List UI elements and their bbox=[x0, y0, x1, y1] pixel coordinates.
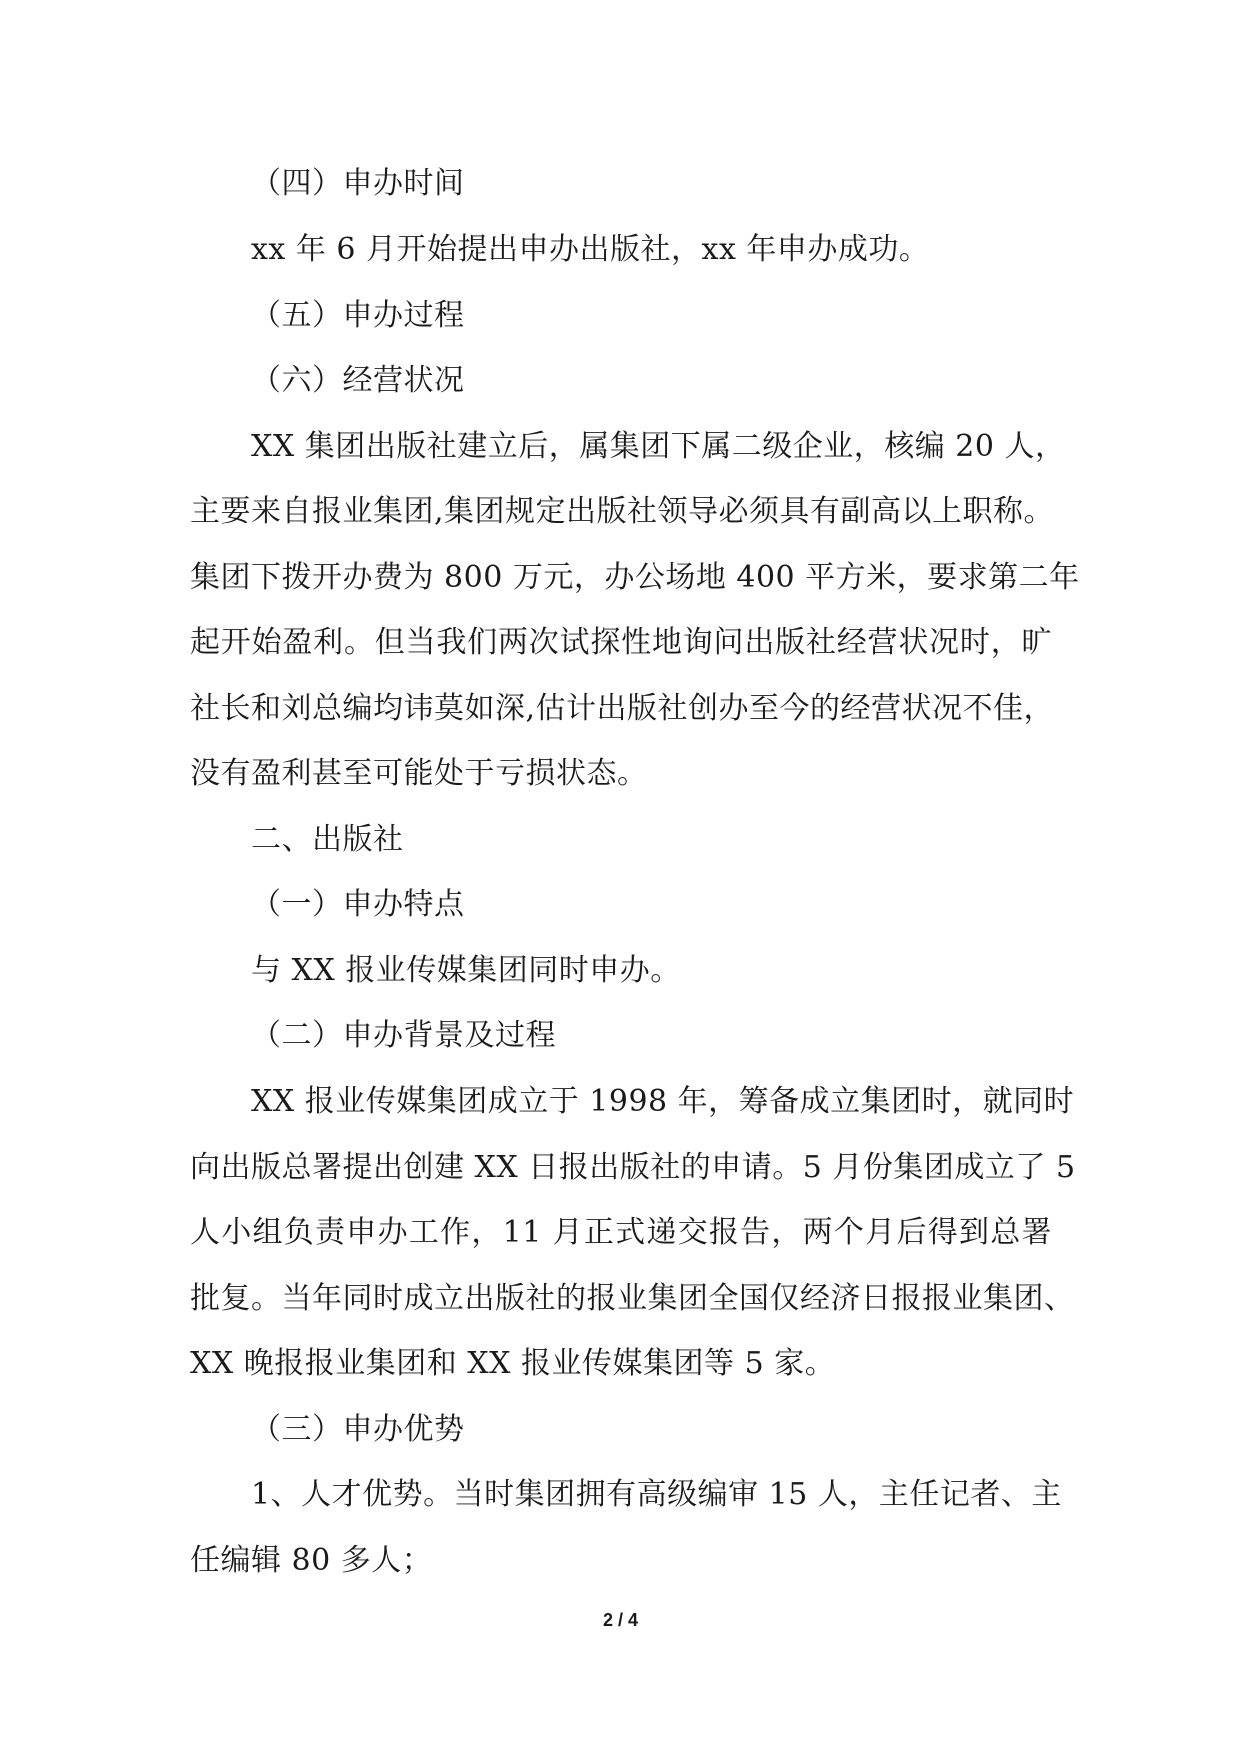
paragraph-line: 集团下拨开办费为 800 万元，办公场地 400 平方米，要求第二年 bbox=[190, 560, 1080, 595]
subheading-application-features: （一）申办特点 bbox=[251, 887, 465, 922]
page-number: 2 / 4 bbox=[602, 1610, 639, 1630]
paragraph-line: 向出版总署提出创建 XX 日报出版社的申请。5 月份集团成立了 5 bbox=[190, 1150, 1076, 1185]
paragraph-line: XX 集团出版社建立后，属集团下属二级企业，核编 20 人， bbox=[251, 429, 1066, 464]
paragraph-line: 1、人才优势。当时集团拥有高级编审 15 人，主任记者、主 bbox=[251, 1477, 1062, 1512]
subheading-application-process: （五）申办过程 bbox=[251, 298, 465, 333]
paragraph-line: xx 年 6 月开始提出申办出版社，xx 年申办成功。 bbox=[251, 232, 930, 267]
paragraph-line: 没有盈利甚至可能处于亏损状态。 bbox=[190, 756, 648, 791]
paragraph-line: 主要来自报业集团,集团规定出版社领导必须具有副高以上职称。 bbox=[190, 494, 1055, 529]
paragraph-line: 社长和刘总编均讳莫如深,估计出版社创办至今的经营状况不佳， bbox=[190, 691, 1055, 726]
subheading-operating-status: （六）经营状况 bbox=[251, 363, 465, 398]
subheading-application-advantages: （三）申办优势 bbox=[251, 1412, 465, 1447]
paragraph-line: 起开始盈利。但当我们两次试探性地询问出版社经营状况时，旷 bbox=[190, 625, 1052, 660]
subheading-application-time: （四）申办时间 bbox=[251, 166, 465, 201]
section-heading-publisher: 二、出版社 bbox=[251, 822, 404, 857]
paragraph-line: XX 晚报报业集团和 XX 报业传媒集团等 5 家。 bbox=[190, 1346, 836, 1381]
paragraph-line: 人小组负责申办工作，11 月正式递交报告，两个月后得到总署 bbox=[190, 1215, 1052, 1250]
paragraph-line: 批复。当年同时成立出版社的报业集团全国仅经济日报报业集团、 bbox=[190, 1281, 1075, 1316]
subheading-background-process: （二）申办背景及过程 bbox=[251, 1018, 556, 1053]
paragraph-line: XX 报业传媒集团成立于 1998 年，筹备成立集团时，就同时 bbox=[251, 1084, 1075, 1119]
paragraph-line: 任编辑 80 多人； bbox=[190, 1543, 433, 1578]
paragraph-line: 与 XX 报业传媒集团同时申办。 bbox=[251, 953, 681, 988]
